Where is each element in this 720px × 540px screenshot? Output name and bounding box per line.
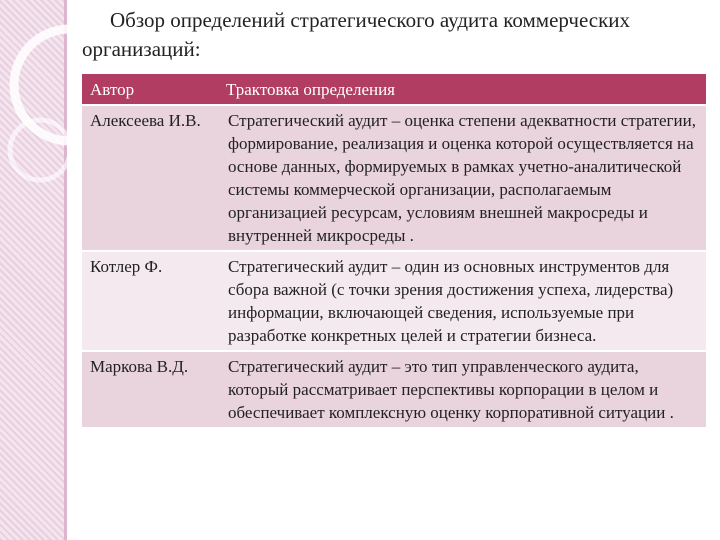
table-header-row [82,74,706,105]
definition-cell: Стратегический аудит – это тип управленческого аудита, который рассматривает перспективы корпорации в целом и обеспечивает комплексную оценку корпоративной ситуации . [218,351,706,428]
definitions-table [82,74,706,429]
definition-cell: Стратегический аудит – один из основных инструментов для сбора важной (с точки зрения достижения успеха, лидерства) информации, включающей сведения, используемые при разработке конкретных целей и стратегии бизнеса. [218,251,706,351]
header-definition: Трактовка определения [218,74,706,105]
table-row [82,251,706,351]
author-cell: Котлер Ф. [82,251,218,351]
table-row [82,351,706,428]
page-title: Обзор определений стратегического аудита коммерческих организаций: [82,8,631,61]
author-cell: Алексеева И.В. [82,105,218,251]
definitions-table-container [82,74,706,429]
header-author: Автор [82,74,218,105]
author-cell: Маркова В.Д. [82,351,218,428]
definition-cell: Стратегический аудит – оценка степени адекватности стратегии, формирование, реализация и оценка которой осуществляется на основе данных, формируемых в рамках учетно-аналитической системы коммерческой организации, располагаемым организацией ресурсам, условиям внешней макросреды и внутренней микросреды . [218,105,706,251]
table-row [82,105,706,251]
